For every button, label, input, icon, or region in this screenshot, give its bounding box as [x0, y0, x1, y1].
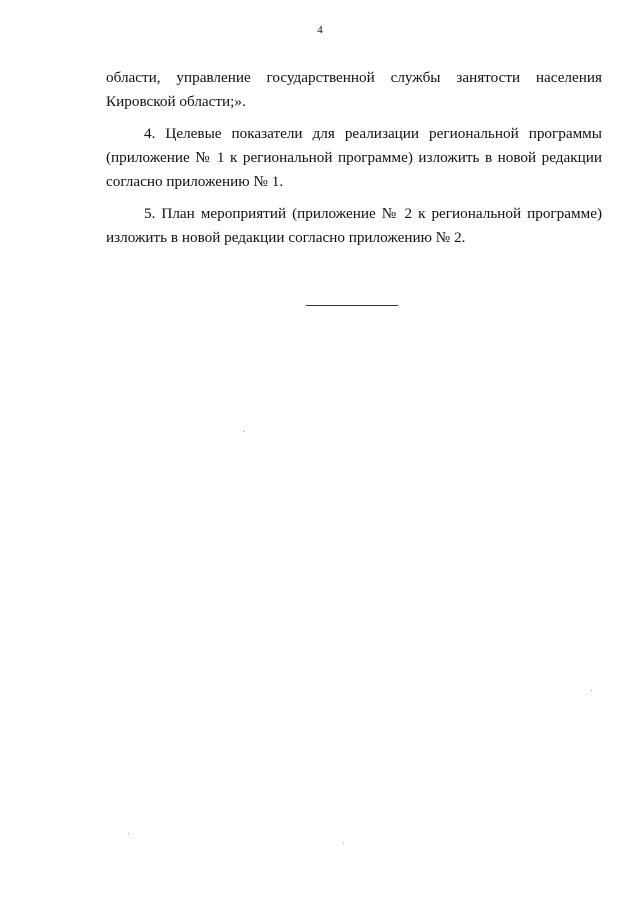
- scan-speck: [343, 843, 344, 844]
- end-of-text-rule: [306, 305, 398, 306]
- scan-speck: [591, 690, 592, 691]
- paragraph-item-5: 5. План мероприятий (приложение № 2 к региональной программе) изложить в новой редакции согласно приложению № 2.: [106, 205, 602, 246]
- page-number: 4: [317, 24, 323, 36]
- document-body: [106, 66, 602, 258]
- scan-speck: [243, 431, 244, 432]
- paragraph-item-4: 4. Целевые показатели для реализации региональной программы (приложение № 1 к региональной программе) изложить в новой редакции согласно приложению № 1.: [106, 125, 602, 190]
- scan-speck: [128, 833, 129, 834]
- paragraph-continuation: области, управление государственной службы занятости населения Кировской области;».: [106, 69, 602, 110]
